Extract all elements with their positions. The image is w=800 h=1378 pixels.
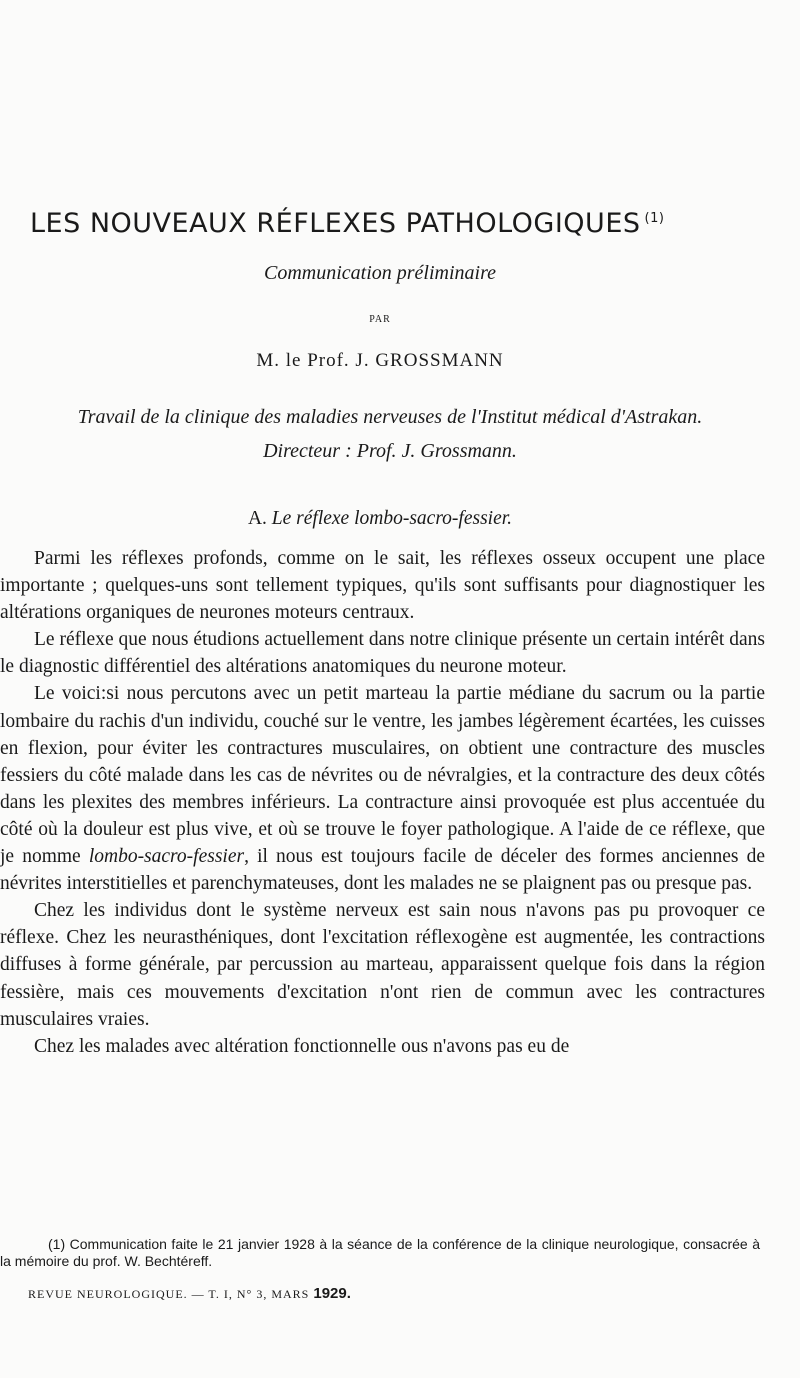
paragraph: Parmi les réflexes profonds, comme on le sait, les réflexes osseux occupent une place importante ; quelques-uns sont tellement typiques, qu'ils sont suffisants pour diagnostiquer les altérations organiques de neurones moteurs centraux. [0,548,765,624]
section-letter: A. [247,508,267,529]
section-heading [0,508,760,530]
paragraph [0,680,765,897]
reflex-name: lombo-sacro-fessier [88,846,245,868]
journal-year: 1929. [313,1285,351,1302]
footnote-marker: (1) [644,211,665,226]
author: M. le Prof. J. GROSSMANN [256,350,504,371]
paragraph: Le réflexe que nous étudions actuellement dans notre clinique présente un certain intérêt dans le diagnostic différentiel des altérations anatomiques du neurone moteur. [0,629,765,678]
paragraph: Chez les individus dont le système nerveux est sain nous n'avons pas pu provoquer ce réflexe. Chez les neurasthéniques, dont l'excitation réflexogène est augmentée, les contractions diffuses à forme générale, par percussion au marteau, apparaissent quelque fois dans la région fessière, mais ces mouvements d'excitation n'ont rien de commun avec les contractures musculaires vraies. [0,900,765,1030]
byline-par: PAR [369,314,391,325]
paragraph-text: , il nous est toujours facile de déceler des formes anciennes de névrites interstitielles et parenchymateuses, dont les malades ne se plaignent pas ou presque pas. [0,846,765,895]
paragraph-text: Le voici:si nous percutons avec un petit marteau la partie médiane du sacrum ou la partie lombaire du rachis d'un individu, couché sur le ventre, les jambes légèrement écartées, les cuisses en flexion, pour éviter les contractures musculaires, on obtient une contracture des muscles fessiers du côté malade dans les cas de névrites ou de névralgies, et la contracture des deux côtés dans les plexites des membres inférieurs. La contracture ainsi provoquée est plus accentuée du côté où la douleur est plus vive, et où se trouve le foyer pathologique. A l'aide de ce réflexe, que je nomme [0,683,765,868]
footnote [0,1236,760,1270]
article-title: LES NOUVEAUX RÉFLEXES PATHOLOGIQUES $^{(1)}$ [30,208,665,239]
paragraph: Chez les malades avec altération fonctionnelle ous n'avons pas eu de [34,1035,570,1057]
journal-name: REVUE NEUROLOGIQUE. — T. I, N° 3, MARS [28,1287,310,1301]
subtitle: Communication préliminaire [263,262,497,284]
section-title: Le réflexe lombo-sacro-fessier. [271,508,513,529]
footnote-text: (1) Communication faite le 21 janvier 1928 à la séance de la conférence de la clinique neurologique, consacrée à la mémoire du prof. W. Bechtéreff. [0,1236,760,1269]
body-text [0,545,765,1060]
affiliation: Travail de la clinique des maladies nerveuses de l'Institut médical d'Astrakan. Directeur : Prof. J. Grossmann. [77,406,703,462]
journal-reference [28,1285,351,1302]
